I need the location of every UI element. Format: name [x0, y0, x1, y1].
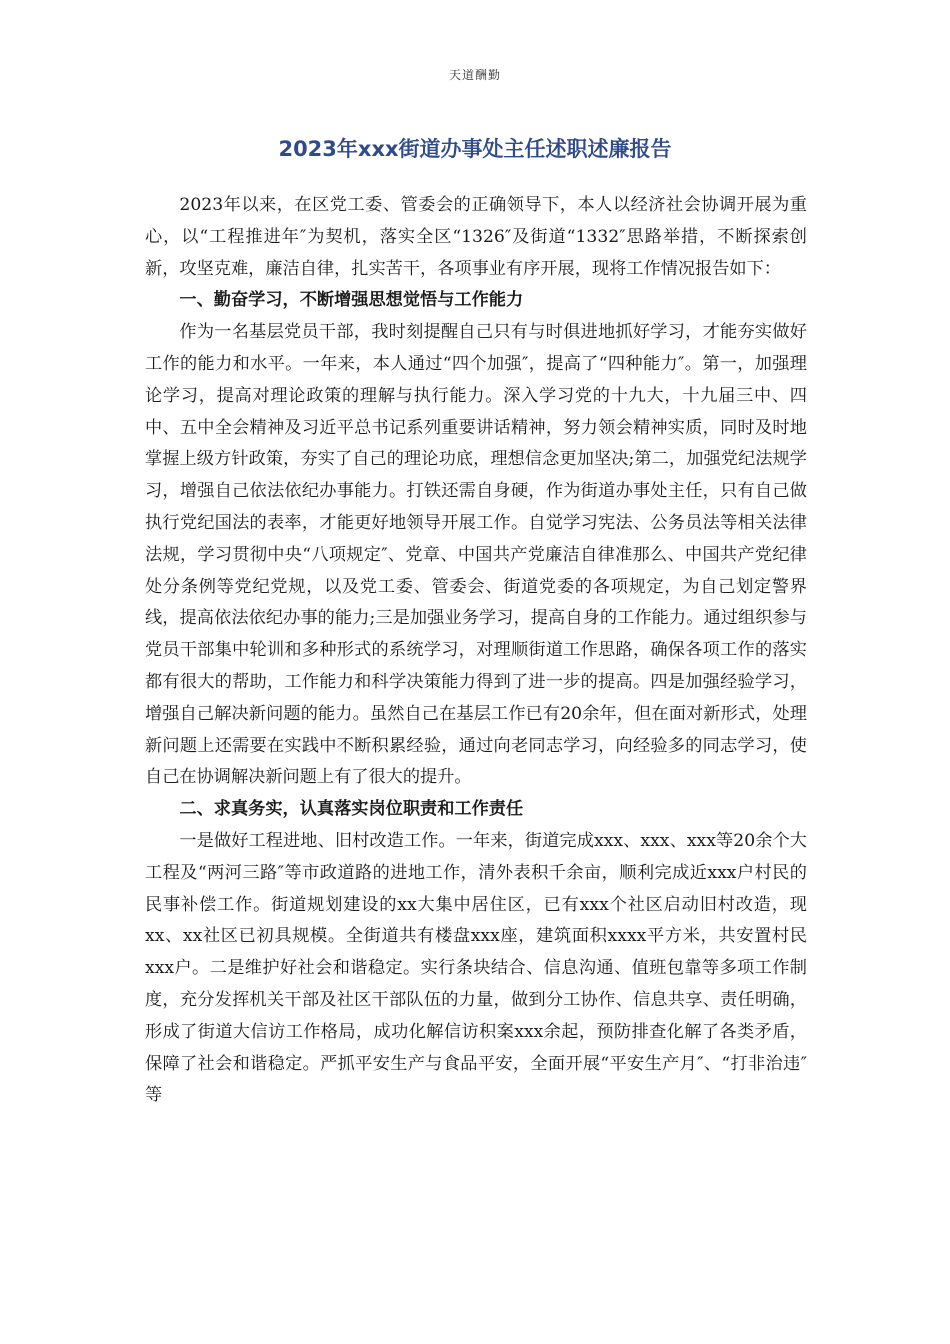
intro-paragraph: 2023年以来，在区党工委、管委会的正确领导下，本人以经济社会协调开展为重心，以“工程推进年″为契机，落实全区“1326″及街道“1332″思路举措，不断探索创新，攻坚克难，廉洁自律，扎实苦干，各项事业有序开展，现将工作情况报告如下：: [145, 195, 807, 279]
header-note: 天道酬勤: [448, 68, 501, 82]
section-heading-1: 一、勤奋学习，不断增强思想觉悟与工作能力: [179, 290, 524, 311]
section-paragraph-1: 作为一名基层党员干部，我时刻提醒自己只有与时俱进地抓好学习，才能夯实做好工作的能力和水平。一年来，本人通过“四个加强″，提高了“四种能力″。第一，加强理论学习，提高对理论政策的理解与执行能力。深入学习党的十九大，十九届三中、四中、五中全会精神及习近平总书记系列重要讲话精神，努力领会精神实质，同时及时地掌握上级方针政策，夯实了自己的理论功底，理想信念更加坚决;第二，加强党纪法规学习，增强自己依法依纪办事能力。打铁还需自身硬，作为街道办事处主任，只有自己做执行党纪国法的表率，才能更好地领导开展工作。自觉学习宪法、公务员法等相关法律法规，学习贯彻中央“八项规定″、党章、中国共产党廉洁自律准那么、中国共产党纪律处分条例等党纪党规，以及党工委、管委会、街道党委的各项规定，为自己划定警界线，提高依法依纪办事的能力;三是加强业务学习，提高自身的工作能力。通过组织参与党员干部集中轮训和多种形式的系统学习，对理顺街道工作思路，确保各项工作的落实都有很大的帮助，工作能力和科学决策能力得到了进一步的提高。四是加强经验学习，增强自己解决新问题的能力。虽然自己在基层工作已有20余年，但在面对新形式，处理新问题上还需要在实践中不断积累经验，通过向老同志学习，向经验多的同志学习，使自己在协调解决新问题上有了很大的提升。: [145, 322, 807, 788]
section-heading-2: 二、求真务实，认真落实岗位职责和工作责任: [179, 799, 524, 820]
document-body: [145, 190, 807, 1112]
section-paragraph-2: 一是做好工程进地、旧村改造工作。一年来，街道完成xxx、xxx、xxx等20余个大工程及“两河三路″等市政道路的进地工作，清外表积千余亩，顺利完成近xxx户村民的民事补偿工作。街道规划建设的xx大集中居住区，已有xxx个社区启动旧村改造，现xx、xx社区已初具规模。全街道共有楼盘xxx座，建筑面积xxxx平方米，共安置村民xxx户。二是维护好社会和谐稳定。实行条块结合、信息沟通、值班包靠等多项工作制度，充分发挥机关干部及社区干部队伍的力量，做到分工协作、信息共享、责任明确，形成了街道大信访工作格局，成功化解信访积案xxx余起，预防排查化解了各类矛盾，保障了社会和谐稳定。严抓平安生产与食品平安，全面开展“平安生产月″、“打非治违″等: [145, 830, 807, 1106]
document-title: 2023年xxx街道办事处主任述职述廉报告: [278, 137, 672, 161]
